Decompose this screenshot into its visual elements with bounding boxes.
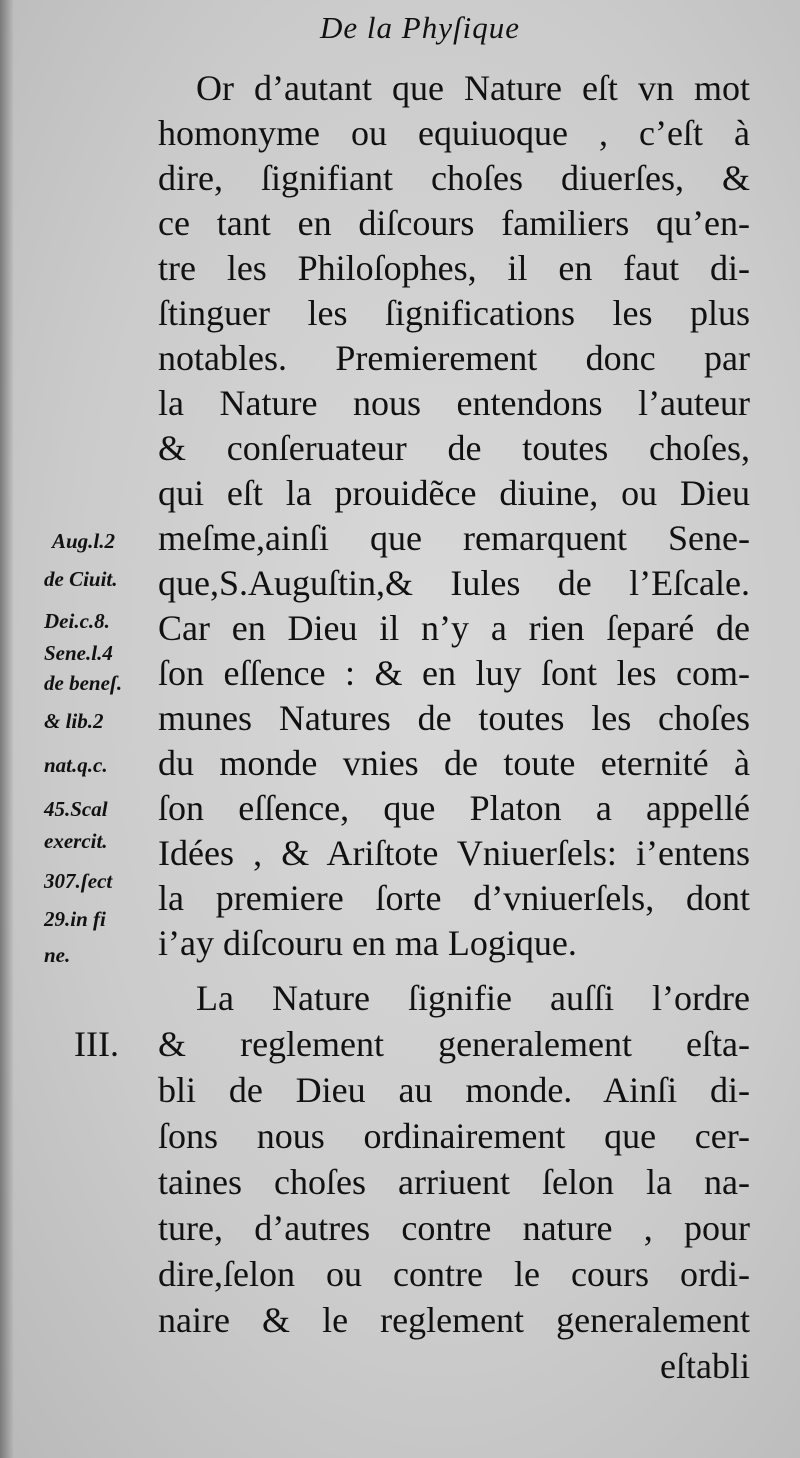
running-title: De la Phyſique — [320, 10, 520, 45]
margin-note: exercit. — [44, 829, 108, 853]
text-line: ſon eſſence, que Platon a appellé — [158, 788, 750, 828]
text-line: dire, ſignifiant choſes diuerſes, & — [158, 158, 750, 198]
margin-note: & lib.2 — [44, 709, 104, 733]
margin-note: 29.in fi — [44, 907, 106, 931]
text-line: ſons nous ordinairement que cer- — [158, 1116, 750, 1156]
margin-note: ne. — [44, 943, 71, 967]
text-line: naire & le reglement generalement — [158, 1300, 750, 1340]
text-line: tre les Philoſophes, il en faut di- — [158, 248, 750, 288]
text-line: qui eſt la prouidẽce diuine, ou Dieu — [158, 473, 750, 513]
text-line: i’ay diſcouru en ma Logique. — [158, 923, 577, 963]
text-line: que,S.Auguſtin,& Iules de l’Eſcale. — [158, 563, 750, 603]
margin-note: de Ciuit. — [44, 567, 118, 591]
text-line: dire,ſelon ou contre le cours ordi- — [158, 1254, 750, 1294]
text-line: munes Natures de toutes les choſes — [158, 698, 750, 738]
margin-note: Dei.c.8. — [44, 609, 110, 633]
text-line: & reglement generalement eſta- — [158, 1024, 750, 1064]
text-line: Idées , & Ariſtote Vniuerſels: i’entens — [158, 833, 750, 873]
text-line: La Nature ſignifie auſſi l’ordre — [196, 978, 750, 1018]
margin-note: de beneſ. — [44, 671, 123, 695]
text-line: du monde vnies de toute eternité à — [158, 743, 750, 783]
margin-note: 45.Scal — [44, 797, 108, 821]
section-number: III. — [74, 1024, 119, 1064]
margin-note: 307.ſect — [44, 869, 113, 893]
text-line: taines choſes arriuent ſelon la na- — [158, 1162, 750, 1202]
text-line: la Nature nous entendons l’auteur — [158, 383, 750, 423]
text-line: & conſeruateur de toutes choſes, — [158, 428, 750, 468]
text-line: bli de Dieu au monde. Ainſi di- — [158, 1070, 750, 1110]
text-line: la premiere ſorte d’vniuerſels, dont — [158, 878, 750, 918]
text-line: homonyme ou equiuoque , c’eſt à — [158, 113, 750, 153]
text-line: ture, d’autres contre nature , pour — [158, 1208, 750, 1248]
text-line: notables. Premierement donc par — [158, 338, 750, 378]
text-line: Or d’autant que Nature eſt vn mot — [196, 68, 750, 108]
margin-note: Aug.l.2 — [52, 529, 116, 553]
text-line: ſtinguer les ſignifications les plus — [158, 293, 750, 333]
catchword: eſtabli — [660, 1346, 750, 1386]
gutter-shadow — [0, 0, 14, 1458]
margin-note: Sene.l.4 — [44, 641, 113, 665]
text-line: ce tant en diſcours familiers qu’en- — [158, 203, 750, 243]
text-line: ſon eſſence : & en luy ſont les com- — [158, 653, 750, 693]
margin-note: nat.q.c. — [44, 753, 108, 777]
text-line: Car en Dieu il n’y a rien ſeparé de — [158, 608, 750, 648]
text-line: meſme,ainſi que remarquent Sene- — [158, 518, 750, 558]
